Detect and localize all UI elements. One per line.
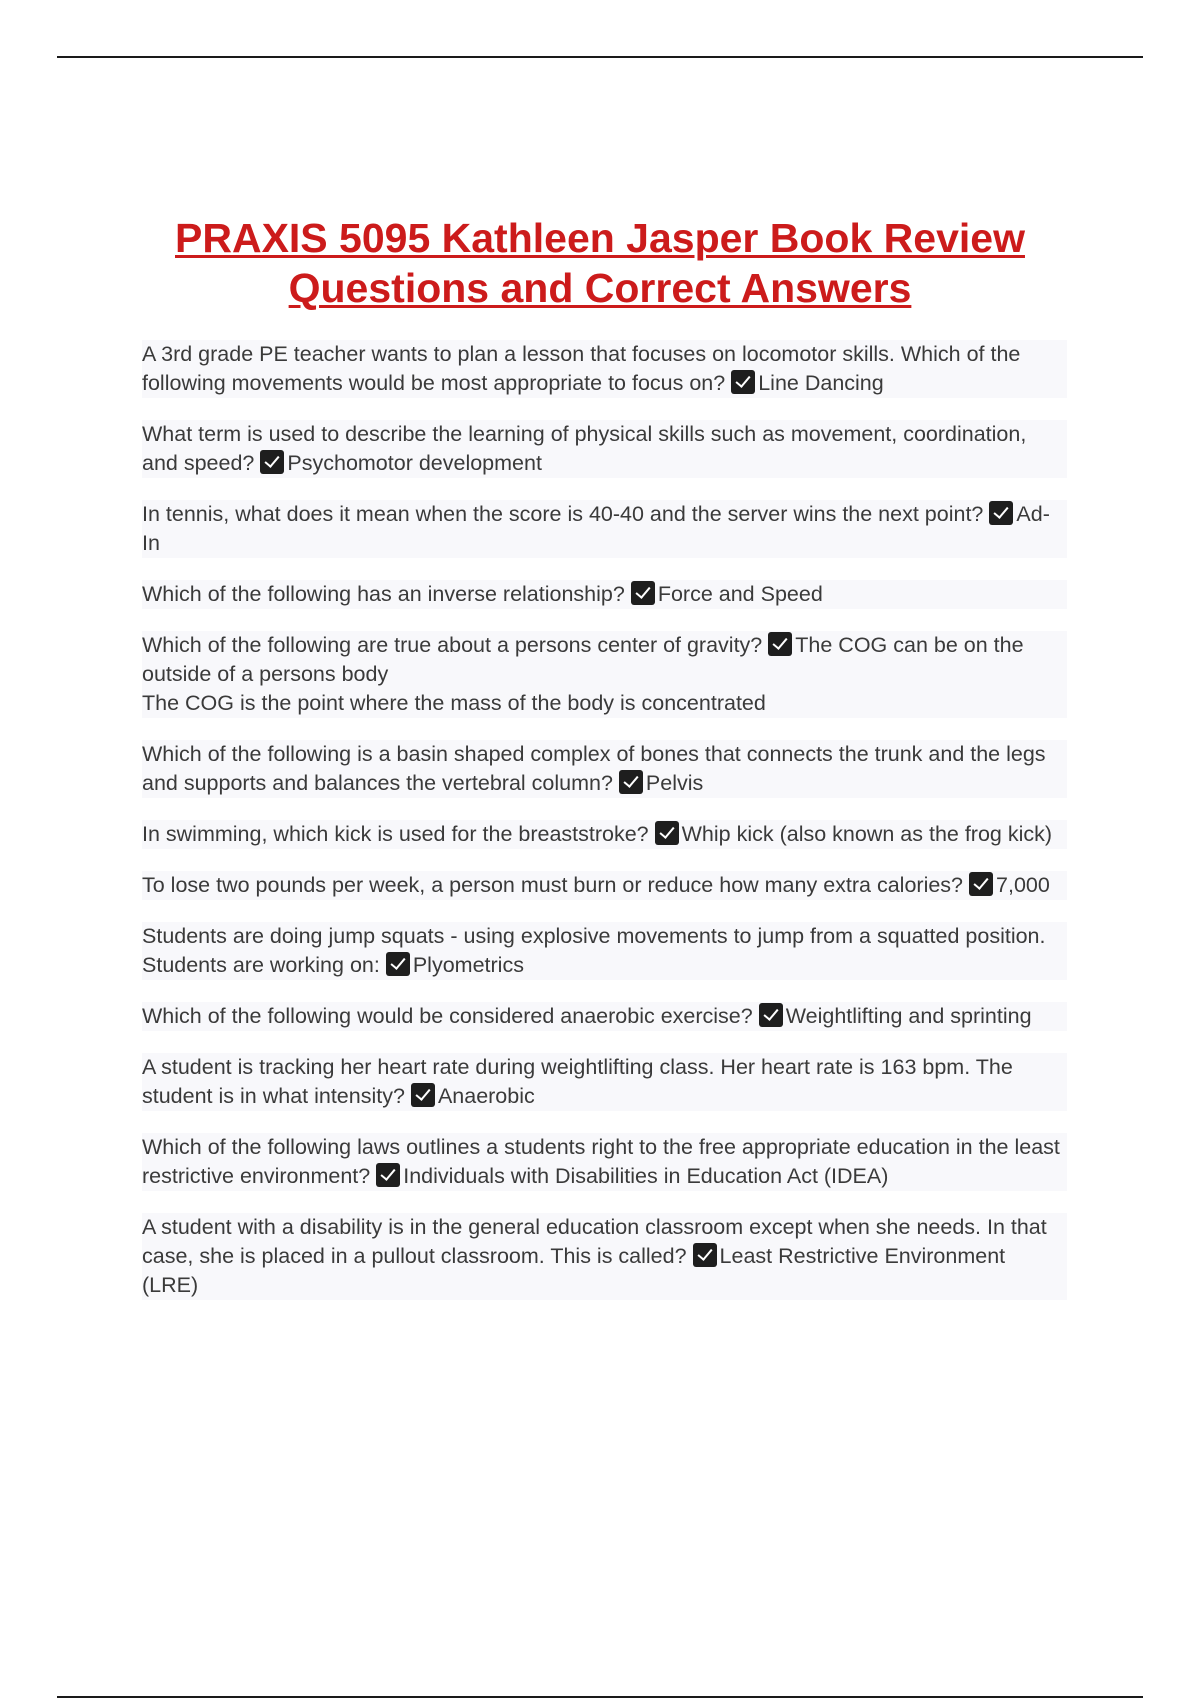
check-box-icon <box>631 581 655 605</box>
answer-text: Force and Speed <box>657 582 823 606</box>
check-box-icon <box>386 952 410 976</box>
question-text: Which of the following would be considered anaerobic exercise? <box>142 1004 753 1028</box>
title-line-2: Questions and Correct Answers <box>288 265 912 311</box>
answer-text: The COG can be on the outside of a persons body <box>142 633 1024 686</box>
answer-text: Individuals with Disabilities in Education Act (IDEA) <box>403 1164 889 1188</box>
check-box-icon <box>411 1083 435 1107</box>
answer-text: Pelvis <box>645 771 704 795</box>
check-box-icon <box>655 821 679 845</box>
answer-text: Psychomotor development <box>287 451 542 475</box>
check-box-icon <box>693 1243 717 1267</box>
check-box-icon <box>260 450 284 474</box>
answer-text: Least Restrictive Environment (LRE) <box>142 1244 1006 1297</box>
answer-text: Whip kick (also known as the frog kick) <box>681 822 1053 846</box>
document-title <box>140 213 1060 313</box>
question-text: Which of the following is a basin shaped complex of bones that connects the trunk and the legs and supports and balances the vertebral column? <box>142 742 1046 795</box>
qa-list <box>142 340 1067 1322</box>
qa-item <box>142 340 1067 398</box>
question-text: In tennis, what does it mean when the score is 40-40 and the server wins the next point? <box>142 502 984 526</box>
question-text: Which of the following are true about a persons center of gravity? <box>142 633 763 657</box>
qa-item <box>142 420 1067 478</box>
answer-text: Weightlifting and sprinting <box>785 1004 1032 1028</box>
question-text: A student is tracking her heart rate during weightlifting class. Her heart rate is 163 bpm. The student is in what intensity? <box>142 1055 1013 1108</box>
check-box-icon <box>768 632 792 656</box>
qa-item <box>142 1213 1067 1300</box>
question-text: Which of the following laws outlines a students right to the free appropriate education in the least restrictive environment? <box>142 1135 1060 1188</box>
check-box-icon <box>376 1163 400 1187</box>
qa-item <box>142 500 1067 558</box>
check-box-icon <box>619 770 643 794</box>
qa-item <box>142 631 1067 718</box>
qa-item <box>142 820 1067 849</box>
question-text: What term is used to describe the learning of physical skills such as movement, coordination, and speed? <box>142 422 1027 475</box>
title-line-1: PRAXIS 5095 Kathleen Jasper Book Review <box>175 215 1025 261</box>
qa-item <box>142 1133 1067 1191</box>
answer-text: 7,000 <box>996 873 1050 897</box>
check-box-icon <box>731 370 755 394</box>
top-rule <box>57 56 1143 58</box>
question-text: To lose two pounds per week, a person must burn or reduce how many extra calories? <box>142 873 964 897</box>
qa-item <box>142 1002 1067 1031</box>
qa-item <box>142 871 1067 900</box>
answer-text: Plyometrics <box>412 953 524 977</box>
qa-item <box>142 1053 1067 1111</box>
check-box-icon <box>969 872 993 896</box>
question-text: Students are doing jump squats - using explosive movements to jump from a squatted position. Students are working on: <box>142 924 1046 977</box>
check-box-icon <box>989 501 1013 525</box>
answer-text: Ad-In <box>142 502 1050 555</box>
check-box-icon <box>759 1003 783 1027</box>
question-text: In swimming, which kick is used for the breaststroke? <box>142 822 649 846</box>
qa-item <box>142 580 1067 609</box>
qa-item <box>142 922 1067 980</box>
answer-text: Anaerobic <box>437 1084 535 1108</box>
qa-item <box>142 740 1067 798</box>
question-text: A 3rd grade PE teacher wants to plan a lesson that focuses on locomotor skills. Which of the following movements would be most appropriate to focus on? <box>142 342 1021 395</box>
question-text: A student with a disability is in the general education classroom except when she needs. In that case, she is placed in a pullout classroom. This is called? <box>142 1215 1047 1268</box>
answer-text: Line Dancing <box>758 371 884 395</box>
question-text: Which of the following has an inverse relationship? <box>142 582 625 606</box>
answer-extra-text: The COG is the point where the mass of the body is concentrated <box>142 691 766 715</box>
bottom-rule <box>57 1696 1143 1698</box>
